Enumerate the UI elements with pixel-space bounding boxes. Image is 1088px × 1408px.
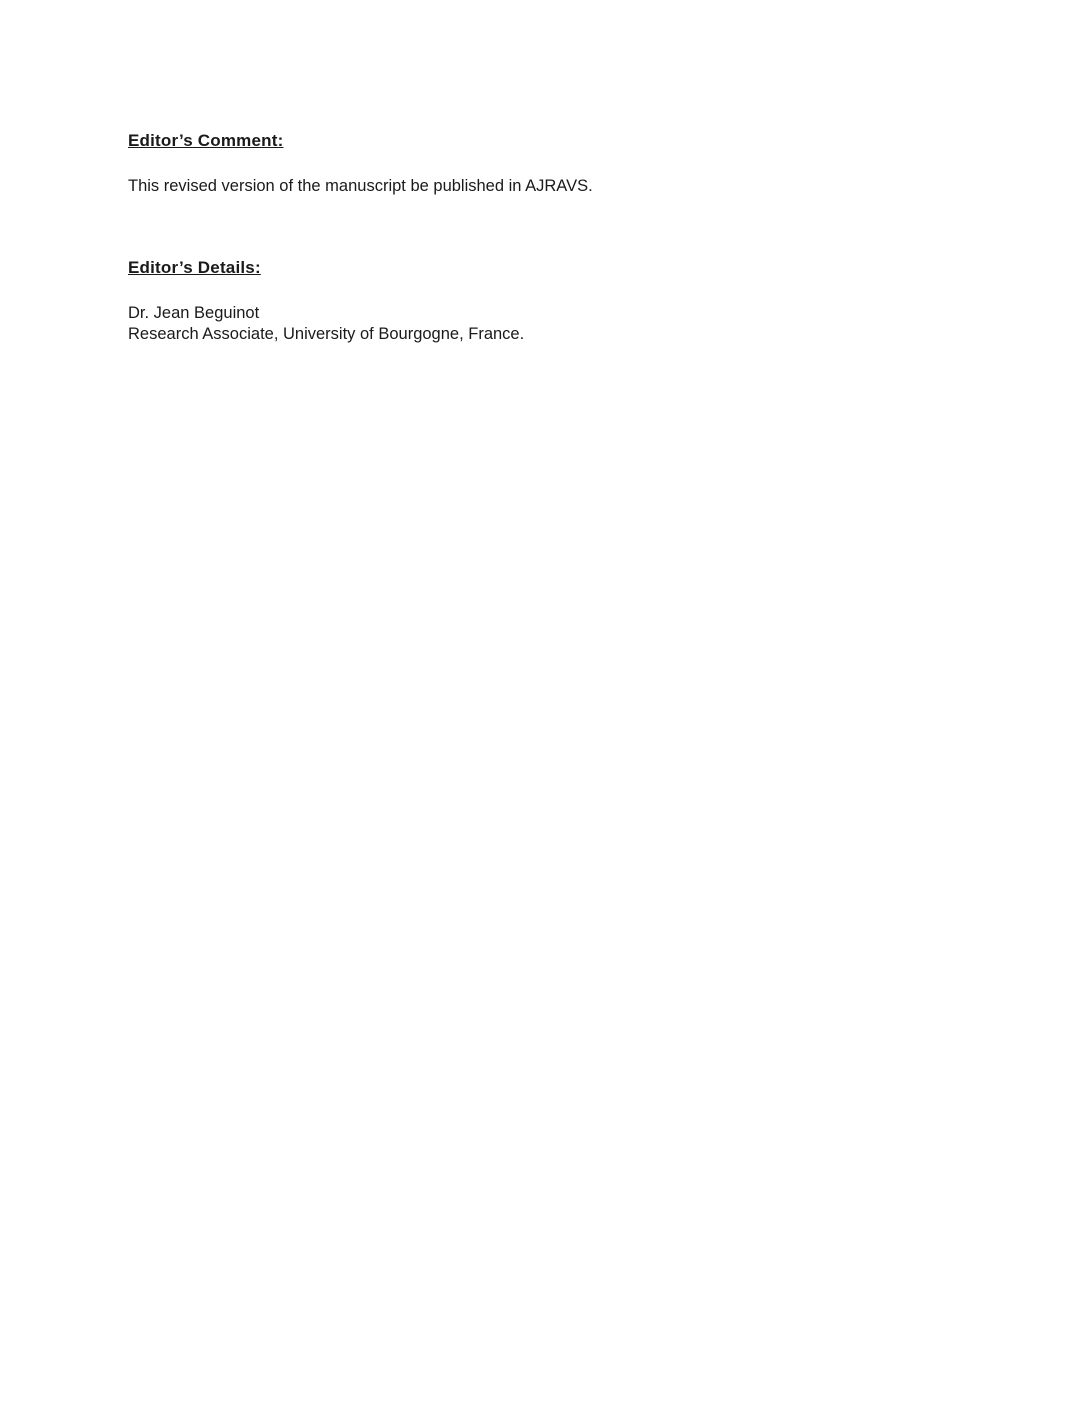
- editors-comment-text: This revised version of the manuscript be published in AJRAVS.: [128, 177, 593, 195]
- page-content: [128, 131, 1028, 345]
- editors-details-heading: Editor’s Details:: [128, 258, 261, 277]
- editor-name: Dr. Jean Beguinot: [128, 304, 260, 322]
- editors-comment-heading: Editor’s Comment:: [128, 131, 284, 150]
- editor-affiliation: Research Associate, University of Bourgogne, France.: [128, 325, 525, 343]
